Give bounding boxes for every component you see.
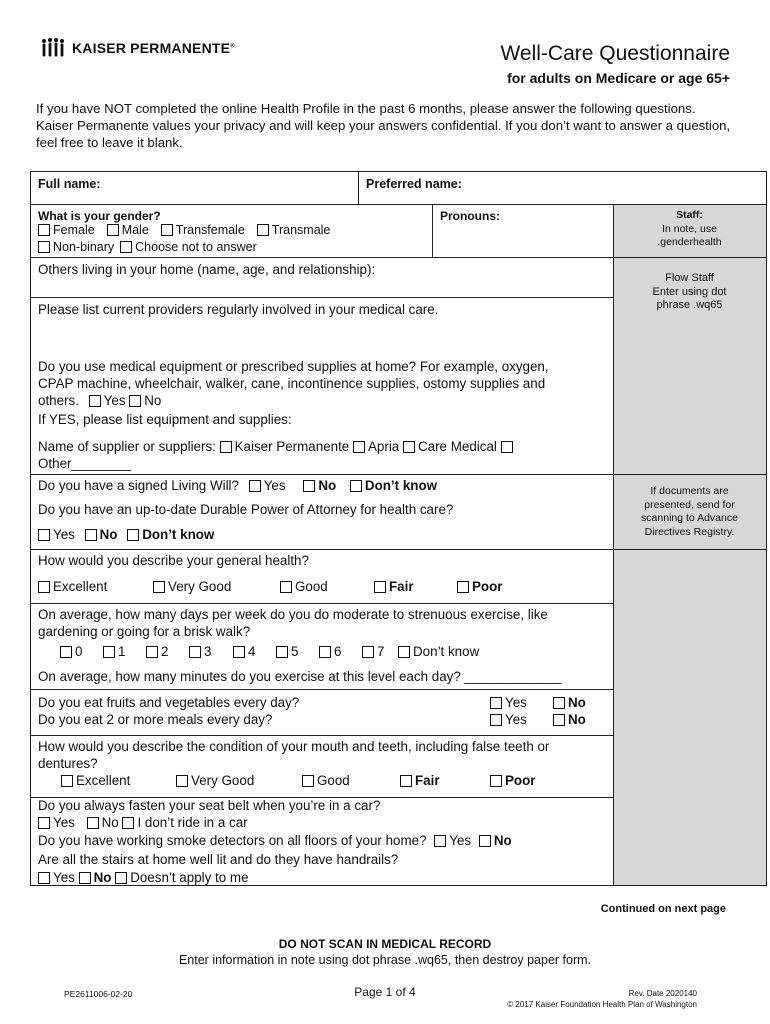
stairs-not-apply[interactable]: Doesn’t apply to me	[115, 870, 248, 885]
preferred-name-field[interactable]	[470, 174, 760, 196]
health-opt-poor[interactable]: Poor	[457, 578, 503, 595]
continued-note: Continued on next page	[600, 903, 726, 915]
health-question: How would you describe your general health?	[38, 553, 309, 568]
stairs-no[interactable]: No	[79, 870, 112, 885]
days-opt-dont-know[interactable]: Don’t know	[398, 643, 479, 660]
days-opt-3[interactable]: 3	[189, 643, 211, 660]
days-opt-4[interactable]: 4	[233, 643, 255, 660]
teeth-opt-poor[interactable]: Poor	[490, 772, 536, 789]
others-living-question: Others living in your home (name, age, and relationship):	[38, 262, 376, 277]
supplier-apria[interactable]: Apria	[353, 439, 399, 454]
equipment-question-line-1: Do you use medical equipment or prescribed supplies at home? For example, oxygen,	[38, 359, 549, 374]
stairs-options	[38, 869, 249, 886]
checkbox[interactable]	[362, 646, 374, 658]
minutes-question: On average, how many minutes do you exercise at this level each day? _____________	[38, 669, 562, 684]
fruit-question: Do you eat fruits and vegetables every day?	[38, 695, 300, 710]
gender-question: What is your gender?	[38, 209, 161, 223]
meals-question: Do you eat 2 or more meals every day?	[38, 712, 273, 727]
checkbox[interactable]	[161, 224, 173, 236]
checkbox[interactable]	[38, 224, 50, 236]
checkbox[interactable]	[319, 646, 331, 658]
checkbox[interactable]	[490, 697, 502, 709]
checkbox[interactable]	[61, 775, 73, 787]
health-opt-fair[interactable]: Fair	[374, 578, 414, 595]
checkbox[interactable]	[400, 775, 412, 787]
staff-gender-note: Staff: In note, use .genderhealth	[657, 209, 722, 248]
checkbox[interactable]	[153, 581, 165, 593]
checkbox[interactable]	[490, 714, 502, 726]
checkbox[interactable]	[38, 817, 50, 829]
checkbox[interactable]	[38, 872, 50, 884]
preferred-name-label: Preferred name:	[366, 177, 462, 191]
supplier-question: Name of supplier or suppliers: Kaiser Permanente Apria Care Medical	[38, 438, 516, 455]
poa-dont-know[interactable]: Don’t know	[127, 527, 214, 542]
living-will-dont-know[interactable]: Don’t know	[350, 478, 437, 493]
exercise-question-line-2: gardening or going for a brisk walk?	[38, 624, 251, 639]
gender-option-male[interactable]: Male	[107, 223, 149, 237]
teeth-question-line-1: How would you describe the condition of your mouth and teeth, including false teeth or	[38, 739, 550, 754]
checkbox[interactable]	[129, 395, 141, 407]
checkbox[interactable]	[553, 697, 565, 709]
poa-no[interactable]: No	[85, 527, 118, 542]
checkbox[interactable]	[89, 395, 101, 407]
supplier-care-medical[interactable]: Care Medical	[403, 439, 497, 454]
health-opt-very-good[interactable]: Very Good	[153, 578, 231, 595]
gender-option-transmale[interactable]: Transmale	[257, 223, 331, 237]
equipment-list-prompt: If YES, please list equipment and supplies:	[38, 412, 292, 427]
logo	[40, 37, 235, 59]
checkbox[interactable]	[276, 646, 288, 658]
gender-option-choose-not[interactable]: Choose not to answer	[120, 240, 257, 254]
checkbox[interactable]	[85, 529, 97, 541]
seatbelt-yes[interactable]: Yes	[38, 815, 75, 830]
stairs-question: Are all the stairs at home well lit and do they have handrails?	[38, 852, 399, 867]
living-will-yes[interactable]: Yes	[249, 478, 286, 493]
fruit-yes[interactable]: Yes	[490, 694, 527, 711]
checkbox[interactable]	[120, 241, 132, 253]
checkbox[interactable]	[457, 581, 469, 593]
full-name-field[interactable]	[130, 174, 350, 196]
pronouns-label: Pronouns:	[440, 209, 500, 223]
health-opt-excellent[interactable]: Excellent	[38, 578, 107, 595]
page-number: Page 1 of 4	[354, 985, 416, 999]
checkbox[interactable]	[233, 646, 245, 658]
copyright: © 2017 Kaiser Foundation Health Plan of Washington	[507, 1000, 697, 1009]
checkbox[interactable]	[107, 224, 119, 236]
checkbox[interactable]	[189, 646, 201, 658]
intro-text: If you have NOT completed the online Health Profile in the past 6 months, please answer the following questions. Kaiser Permanente values your privacy and will keep your answers confidential. If you don’t want to answer a question, feel free to leave it blank.	[36, 101, 731, 150]
days-opt-5[interactable]: 5	[276, 643, 298, 660]
exercise-question-line-1: On average, how many days per week do you do moderate to strenuous exercise, like	[38, 607, 548, 622]
supplier-other: Other________	[38, 456, 132, 471]
checkbox[interactable]	[38, 241, 50, 253]
checkbox[interactable]	[490, 775, 502, 787]
gender-option-nonbinary[interactable]: Non-binary	[38, 240, 114, 254]
teeth-question-line-2: dentures?	[38, 756, 98, 771]
providers-question: Please list current providers regularly involved in your medical care.	[38, 302, 439, 317]
checkbox[interactable]	[103, 646, 115, 658]
checkbox[interactable]	[220, 441, 232, 453]
do-not-scan-note: DO NOT SCAN IN MEDICAL RECORD	[278, 937, 492, 951]
days-opt-7[interactable]: 7	[362, 643, 384, 660]
fruit-no[interactable]: No	[553, 694, 586, 711]
living-will-question: Do you have a signed Living Will? Yes No Don’t know	[38, 478, 438, 493]
checkbox[interactable]	[60, 646, 72, 658]
gender-options-row-1	[38, 222, 342, 239]
equipment-yes[interactable]: Yes	[89, 393, 126, 408]
gender-option-female[interactable]: Female	[38, 223, 95, 237]
teeth-opt-excellent[interactable]: Excellent	[61, 772, 130, 789]
checkbox[interactable]	[176, 775, 188, 787]
checkbox[interactable]	[403, 441, 415, 453]
smoke-no[interactable]: No	[479, 833, 512, 848]
poa-yes[interactable]: Yes	[38, 527, 75, 542]
checkbox[interactable]	[350, 480, 362, 492]
checkbox[interactable]	[280, 581, 292, 593]
logo-mark: ®	[230, 43, 235, 50]
meals-yes[interactable]: Yes	[490, 711, 527, 728]
gender-option-transfemale[interactable]: Transfemale	[161, 223, 245, 237]
teeth-opt-very-good[interactable]: Very Good	[176, 772, 254, 789]
supplier-other-checkbox[interactable]	[501, 441, 513, 453]
stairs-yes[interactable]: Yes	[38, 870, 75, 885]
living-will-no[interactable]: No	[303, 478, 336, 493]
poa-question: Do you have an up-to-date Durable Power of Attorney for health care?	[38, 502, 454, 517]
enter-info-note: Enter information in note using dot phrase .wq65, then destroy paper form.	[178, 953, 592, 967]
smoke-detector-question: Do you have working smoke detectors on all floors of your home? Yes No	[38, 833, 512, 848]
meals-no[interactable]: No	[553, 711, 586, 728]
days-opt-0[interactable]: 0	[60, 643, 82, 660]
checkbox[interactable]	[127, 529, 139, 541]
revision-date: Rev. Date 2020140	[628, 989, 697, 998]
kaiser-logo-icon	[40, 37, 66, 59]
checkbox[interactable]	[38, 529, 50, 541]
teeth-opt-fair[interactable]: Fair	[400, 772, 440, 789]
checkbox[interactable]	[115, 872, 127, 884]
days-opt-1[interactable]: 1	[103, 643, 125, 660]
days-opt-2[interactable]: 2	[146, 643, 168, 660]
equipment-question-line-3: others. Yes No	[38, 393, 162, 408]
days-opt-6[interactable]: 6	[319, 643, 341, 660]
staff-flow-note: Flow Staff Enter using dot phrase .wq65	[652, 272, 727, 311]
seatbelt-no-car[interactable]: I don’t ride in a car	[122, 815, 247, 830]
teeth-opt-good[interactable]: Good	[302, 772, 350, 789]
equipment-no[interactable]: No	[129, 393, 161, 408]
checkbox[interactable]	[79, 872, 91, 884]
checkbox[interactable]	[353, 441, 365, 453]
gender-options-row-2	[38, 239, 257, 256]
checkbox[interactable]	[553, 714, 565, 726]
checkbox[interactable]	[302, 775, 314, 787]
full-name-label: Full name:	[38, 177, 101, 191]
health-opt-good[interactable]: Good	[280, 578, 328, 595]
checkbox[interactable]	[303, 480, 315, 492]
checkbox[interactable]	[479, 835, 491, 847]
checkbox[interactable]	[434, 835, 446, 847]
checkbox[interactable]	[38, 581, 50, 593]
staff-documents-note: If documents are presented, send for scanning to Advance Directives Registry.	[641, 485, 738, 538]
logo-text: KAISER PERMANENTE	[72, 40, 231, 56]
seatbelt-no[interactable]: No	[87, 815, 119, 830]
checkbox[interactable]	[87, 817, 99, 829]
checkbox[interactable]	[122, 817, 134, 829]
checkbox[interactable]	[374, 581, 386, 593]
checkbox[interactable]	[257, 224, 269, 236]
seatbelt-options	[38, 814, 248, 831]
checkbox[interactable]	[249, 480, 261, 492]
equipment-question-line-2: CPAP machine, wheelchair, walker, cane, incontinence supplies, ostomy supplies and	[38, 376, 546, 391]
smoke-yes[interactable]: Yes	[434, 833, 471, 848]
seatbelt-question: Do you always fasten your seat belt when you’re in a car?	[38, 798, 381, 813]
supplier-kaiser[interactable]: Kaiser Permanente	[220, 439, 350, 454]
checkbox[interactable]	[398, 646, 410, 658]
page-subtitle: for adults on Medicare or age 65+	[507, 70, 730, 86]
poa-options	[38, 526, 214, 543]
form-code: PE2611006-02-20	[64, 989, 133, 999]
page-title: Well-Care Questionnaire	[500, 42, 730, 65]
checkbox[interactable]	[146, 646, 158, 658]
